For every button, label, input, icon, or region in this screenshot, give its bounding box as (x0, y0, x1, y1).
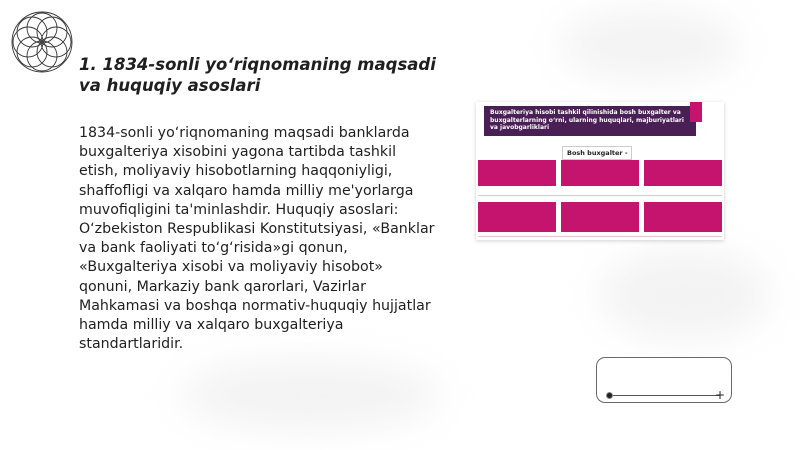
thumbnail-header: Buxgalteriya hisobi tashkil qilinishida bosh buxgalter va buxgalterlarning o‘rni, ularning huquqlari, majburiyatlari va javobgarliklari (484, 106, 696, 136)
thumbnail-box (644, 160, 722, 186)
slide-title (79, 54, 459, 96)
thumbnail-bookmark-icon (690, 102, 702, 122)
thumbnail-divider (478, 236, 722, 237)
slide-title-line-1: 1. 1834-sonli yo‘riqnomaning maqsadi (79, 55, 436, 74)
thumbnail-box (478, 202, 556, 232)
thumbnail-box (478, 160, 556, 186)
rosette-logo-icon (4, 4, 80, 80)
thumbnail-box (561, 202, 639, 232)
thumbnail-box (561, 160, 639, 186)
infographic-thumbnail (476, 102, 724, 240)
timeline-control[interactable] (596, 357, 732, 403)
timeline-track[interactable] (609, 395, 720, 396)
background-shape (600, 250, 770, 340)
slide-body-text: 1834-sonli yo‘riqnomaning maqsadi banklarda buxgalteriya xisobini yagona tartibda tashkil etish, moliyaviy hisobotlarning haqqoniyligi, shaffofligi va xalqaro hamda milliy me'yorlarga muvofiqligini ta'minlashdir. Huquqiy asoslari: O‘zbekiston Respublikasi Konstitutsiyasi, «Banklar va bank faoliyati to‘g‘risida»gi qonun, «Buxgalteriya xisobi va moliyaviy hisobot» qonuni, Markaziy bank qarorlari, Vazirlar Mahkamasi va boshqa normativ-huquqiy hujjatlar hamda milliy va xalqaro buxgalteriya standartlaridir. (79, 125, 435, 353)
slide-title-line-2: va huquqiy asoslari (79, 76, 261, 95)
background-shape (560, 10, 740, 80)
timeline-handle[interactable] (606, 392, 613, 399)
thumbnail-box (644, 202, 722, 232)
plus-icon[interactable]: + (715, 388, 726, 402)
thumbnail-center-label: Bosh buxgalter - (562, 146, 632, 160)
thumbnail-divider (478, 195, 722, 196)
background-shape (180, 360, 440, 430)
